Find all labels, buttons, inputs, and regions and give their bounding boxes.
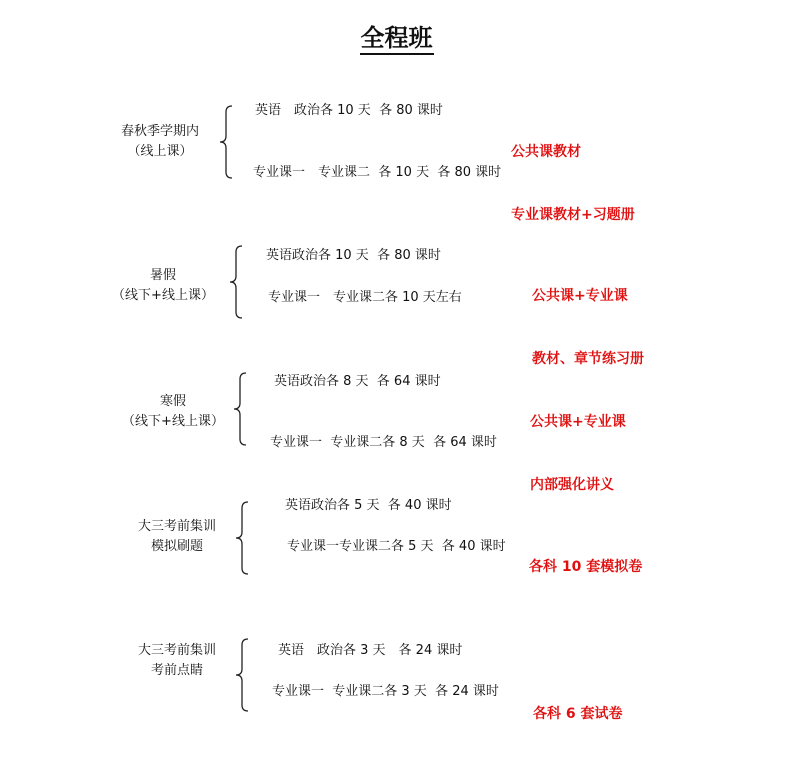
brace-icon — [228, 637, 252, 713]
brace-icon — [222, 244, 246, 320]
schedule-line-public: 英语政治各 8 天 各 64 课时 — [274, 374, 441, 389]
materials-note: 各科 6 套试卷 — [533, 706, 623, 722]
materials-note: 公共课+专业课 教材、章节练习册 — [532, 288, 644, 367]
materials-note: 各科 10 套模拟卷 — [529, 559, 643, 575]
schedule-line-public: 英语 政治各 3 天 各 24 课时 — [278, 643, 463, 658]
schedule-line-public: 英语政治各 5 天 各 40 课时 — [285, 498, 452, 513]
materials-note: 公共课教材 专业课教材+习题册 — [511, 144, 635, 223]
brace-icon — [228, 500, 252, 576]
schedule-line-major: 专业课一专业课二各 5 天 各 40 课时 — [287, 539, 506, 554]
schedule-line-major: 专业课一 专业课二 各 10 天 各 80 课时 — [253, 165, 502, 180]
materials-note: 公共课+专业课 内部强化讲义 — [530, 414, 626, 493]
schedule-line-public: 英语政治各 10 天 各 80 课时 — [266, 248, 441, 263]
section-label: 大三考前集训 模拟刷题 — [137, 519, 216, 554]
section-label: 大三考前集训 考前点睛 — [137, 643, 216, 678]
brace-icon — [226, 371, 250, 447]
schedule-line-major: 专业课一 专业课二各 8 天 各 64 课时 — [270, 435, 497, 450]
brace-icon — [212, 104, 236, 180]
schedule-line-major: 专业课一 专业课二各 3 天 各 24 课时 — [272, 684, 499, 699]
schedule-line-major: 专业课一 专业课二各 10 天左右 — [268, 290, 462, 305]
section-label: 寒假 （线下+线上课） — [122, 394, 224, 429]
page-title: 全程班 — [0, 18, 793, 53]
section-label: 春秋季学期内 （线上课） — [120, 124, 199, 159]
section-label: 暑假 （线下+线上课） — [112, 268, 214, 303]
schedule-line-public: 英语 政治各 10 天 各 80 课时 — [255, 103, 443, 118]
